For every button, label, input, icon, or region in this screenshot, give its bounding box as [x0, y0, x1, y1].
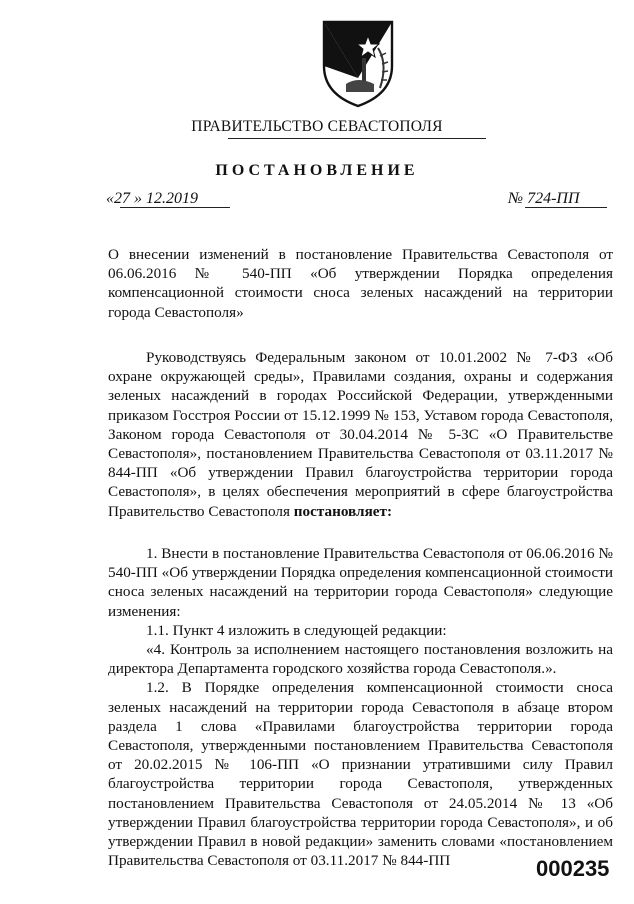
- document-date: «27 » 12.2019: [106, 190, 198, 207]
- sevastopol-coat-of-arms-icon: [318, 18, 398, 108]
- resolution-items: [108, 544, 613, 870]
- resolution-item: 1.1. Пункт 4 изложить в следующей редакции:: [146, 621, 447, 639]
- government-underline: [228, 138, 486, 139]
- government-name: ПРАВИТЕЛЬСТВО СЕВАСТОПОЛЯ: [191, 118, 443, 135]
- preamble-resolves: постановляет:: [293, 502, 393, 520]
- document-type-title: ПОСТАНОВЛЕНИЕ: [215, 162, 419, 179]
- preamble-text: Руководствуясь Федеральным законом от 10.01.2002 № 7-ФЗ «Об охране окружающей среды», Правилами создания, охраны и содержания зеленых насаждений в городах Российской Федерации, утвержденными приказом Госстроя России от 15.12.1999 № 153, Уставом города Севастополя, Законом города Севастополя от 30.04.2014 № 5-ЗС «О Правительстве Севастополя», постановлением Правительства Севастополя от 03.11.2017 № 844-ПП «Об утверждении Правил благоустройства территории города Севастополя», в целях обеспечения мероприятий в сфере благоустройства Правительство Севастополя: [108, 349, 613, 520]
- date-underline: [120, 207, 230, 208]
- number-underline: [525, 207, 607, 208]
- resolution-item: 1.2. В Порядке определения компенсационной стоимости сноса зеленых насаждений на территории города Севастополя в абзаце втором раздела 1 слова «Правилами благоустройства территории города Севастополя, утвержденными постановлением Правительства Севастополя от 20.02.2015 № 106-ПП «О признании утратившими силу Правил благоустройства территории города Севастополя, утвержденных постановлением Правительства Севастополя от 24.05.2014 № 13 «Об утверждении Правил благоустройства территории города Севастополя», и об утверждении Правил в новой редакции» заменить словами «постановлением Правительства Севастополя от 03.11.2017 № 844-ПП: [108, 679, 613, 870]
- preamble-paragraph: [108, 348, 613, 521]
- resolution-item: «4. Контроль за исполнением настоящего постановления возложить на директора Департамента городского хозяйства города Севастополя.».: [108, 641, 613, 678]
- document-number: № 724-ПП: [508, 190, 580, 207]
- serial-stamp-number: 000235: [536, 856, 610, 881]
- document-subject: О внесении изменений в постановление Правительства Севастополя от 06.06.2016 № 540-ПП «Об утверждении Порядка определения компенсационной стоимости сноса зеленых насаждений на территории города Севастополя»: [108, 246, 613, 321]
- resolution-item: 1. Внести в постановление Правительства Севастополя от 06.06.2016 № 540-ПП «Об утверждении Порядка определения компенсационной стоимости сноса зеленых насаждений на территории города Севастополя» следующие изменения:: [108, 545, 613, 620]
